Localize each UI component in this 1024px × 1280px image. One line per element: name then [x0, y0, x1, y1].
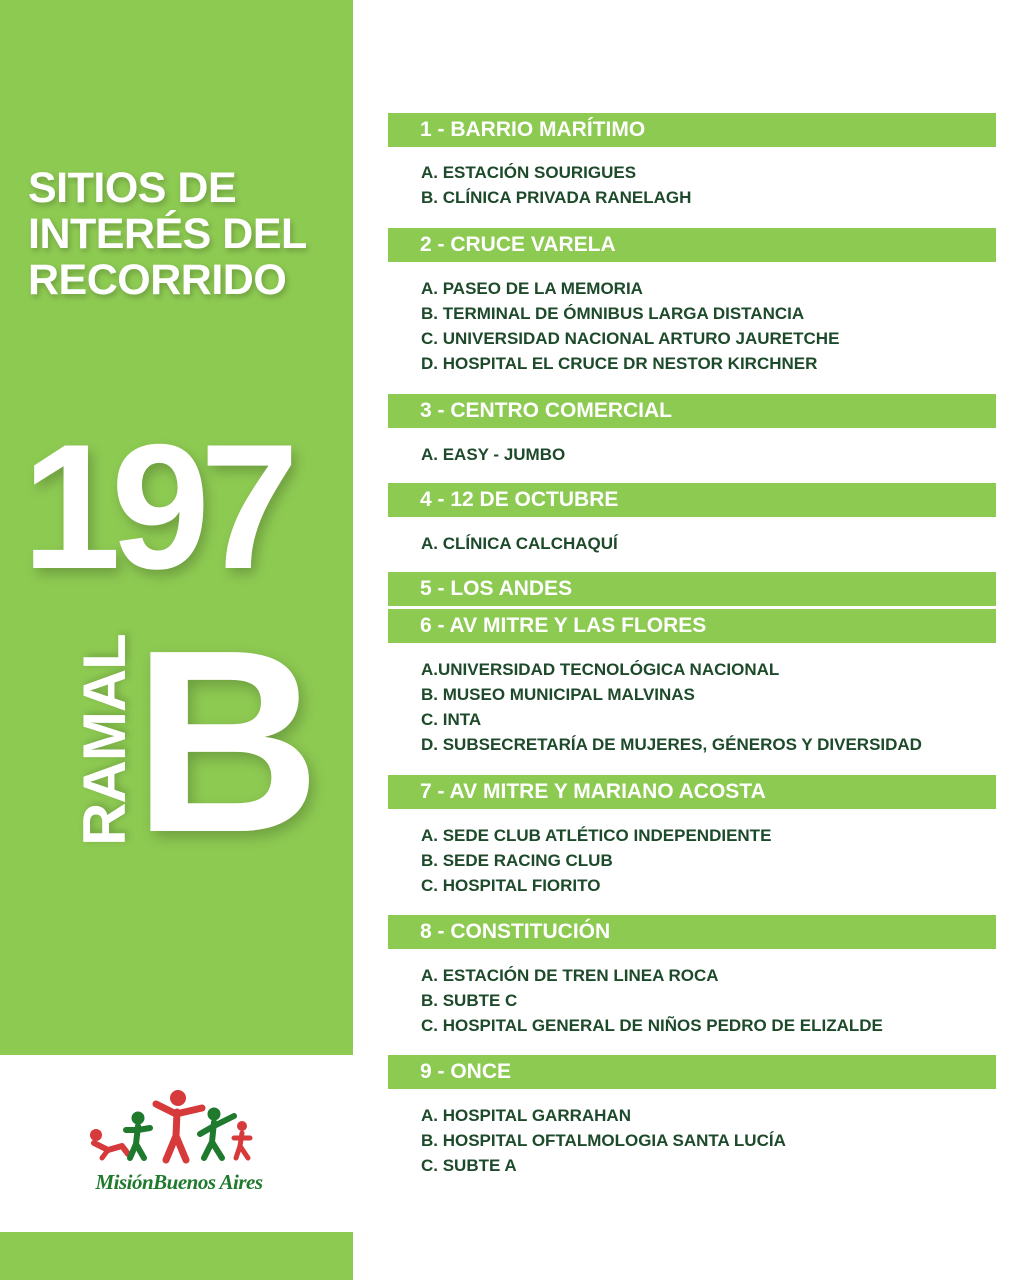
branch-letter: B: [133, 597, 321, 887]
section-items: [421, 276, 839, 376]
section-items: [421, 963, 883, 1038]
list-item: B. SEDE RACING CLUB: [421, 851, 613, 870]
section-heading: 3 - CENTRO COMERCIAL: [388, 394, 996, 428]
page-title: [28, 165, 348, 303]
list-item: C. HOSPITAL FIORITO: [421, 876, 601, 895]
section-heading: 9 - ONCE: [388, 1055, 996, 1089]
mision-buenos-aires-logo: [64, 1088, 294, 1200]
section-items: [421, 531, 618, 556]
section-items: [421, 442, 565, 467]
section-items: [421, 1103, 786, 1178]
section-heading: 8 - CONSTITUCIÓN: [388, 915, 996, 949]
list-item: A. EASY - JUMBO: [421, 445, 566, 464]
list-item: B. TERMINAL DE ÓMNIBUS LARGA DISTANCIA: [421, 304, 805, 323]
section-items: [421, 823, 771, 898]
list-item: C. INTA: [421, 710, 482, 729]
list-item: A. ESTACIÓN DE TREN LINEA ROCA: [421, 966, 719, 985]
list-item: C. SUBTE A: [421, 1156, 517, 1175]
section-items: [421, 657, 922, 757]
left-bottom-strip: [0, 1232, 353, 1280]
people-figures-icon: [64, 1088, 294, 1168]
list-item: A. CLÍNICA CALCHAQUÍ: [421, 534, 618, 553]
title-line: RECORRIDO: [28, 256, 287, 304]
list-item: A. HOSPITAL GARRAHAN: [421, 1106, 631, 1125]
section-heading: 7 - AV MITRE Y MARIANO ACOSTA: [388, 775, 996, 809]
list-item: A. SEDE CLUB ATLÉTICO INDEPENDIENTE: [421, 826, 772, 845]
title-line: SITIOS DE: [28, 164, 237, 212]
section-heading: 2 - CRUCE VARELA: [388, 228, 996, 262]
branch-word: RAMAL: [71, 634, 138, 846]
list-item: A.UNIVERSIDAD TECNOLÓGICA NACIONAL: [421, 660, 780, 679]
section-heading: 1 - BARRIO MARÍTIMO: [388, 113, 996, 147]
list-item: C. HOSPITAL GENERAL DE NIÑOS PEDRO DE ELIZALDE: [421, 1016, 883, 1035]
list-item: D. HOSPITAL EL CRUCE DR NESTOR KIRCHNER: [421, 354, 818, 373]
section-heading: 6 - AV MITRE Y LAS FLORES: [388, 609, 996, 643]
list-item: C. UNIVERSIDAD NACIONAL ARTURO JAURETCHE: [421, 329, 840, 348]
section-heading: 5 - LOS ANDES: [388, 572, 996, 606]
list-item: A. ESTACIÓN SOURIGUES: [421, 163, 637, 182]
list-item: D. SUBSECRETARÍA DE MUJERES, GÉNEROS Y DIVERSIDAD: [421, 735, 922, 754]
list-item: B. HOSPITAL OFTALMOLOGIA SANTA LUCÍA: [421, 1131, 786, 1150]
list-item: B. SUBTE C: [421, 991, 518, 1010]
section-heading: 4 - 12 DE OCTUBRE: [388, 483, 996, 517]
section-items: [421, 160, 691, 210]
route-number: 197: [22, 407, 289, 606]
list-item: A. PASEO DE LA MEMORIA: [421, 279, 643, 298]
list-item: B. CLÍNICA PRIVADA RANELAGH: [421, 188, 692, 207]
list-item: B. MUSEO MUNICIPAL MALVINAS: [421, 685, 695, 704]
logo-text: MisiónBuenos Aires: [95, 1170, 263, 1194]
title-line: INTERÉS DEL: [28, 210, 307, 258]
